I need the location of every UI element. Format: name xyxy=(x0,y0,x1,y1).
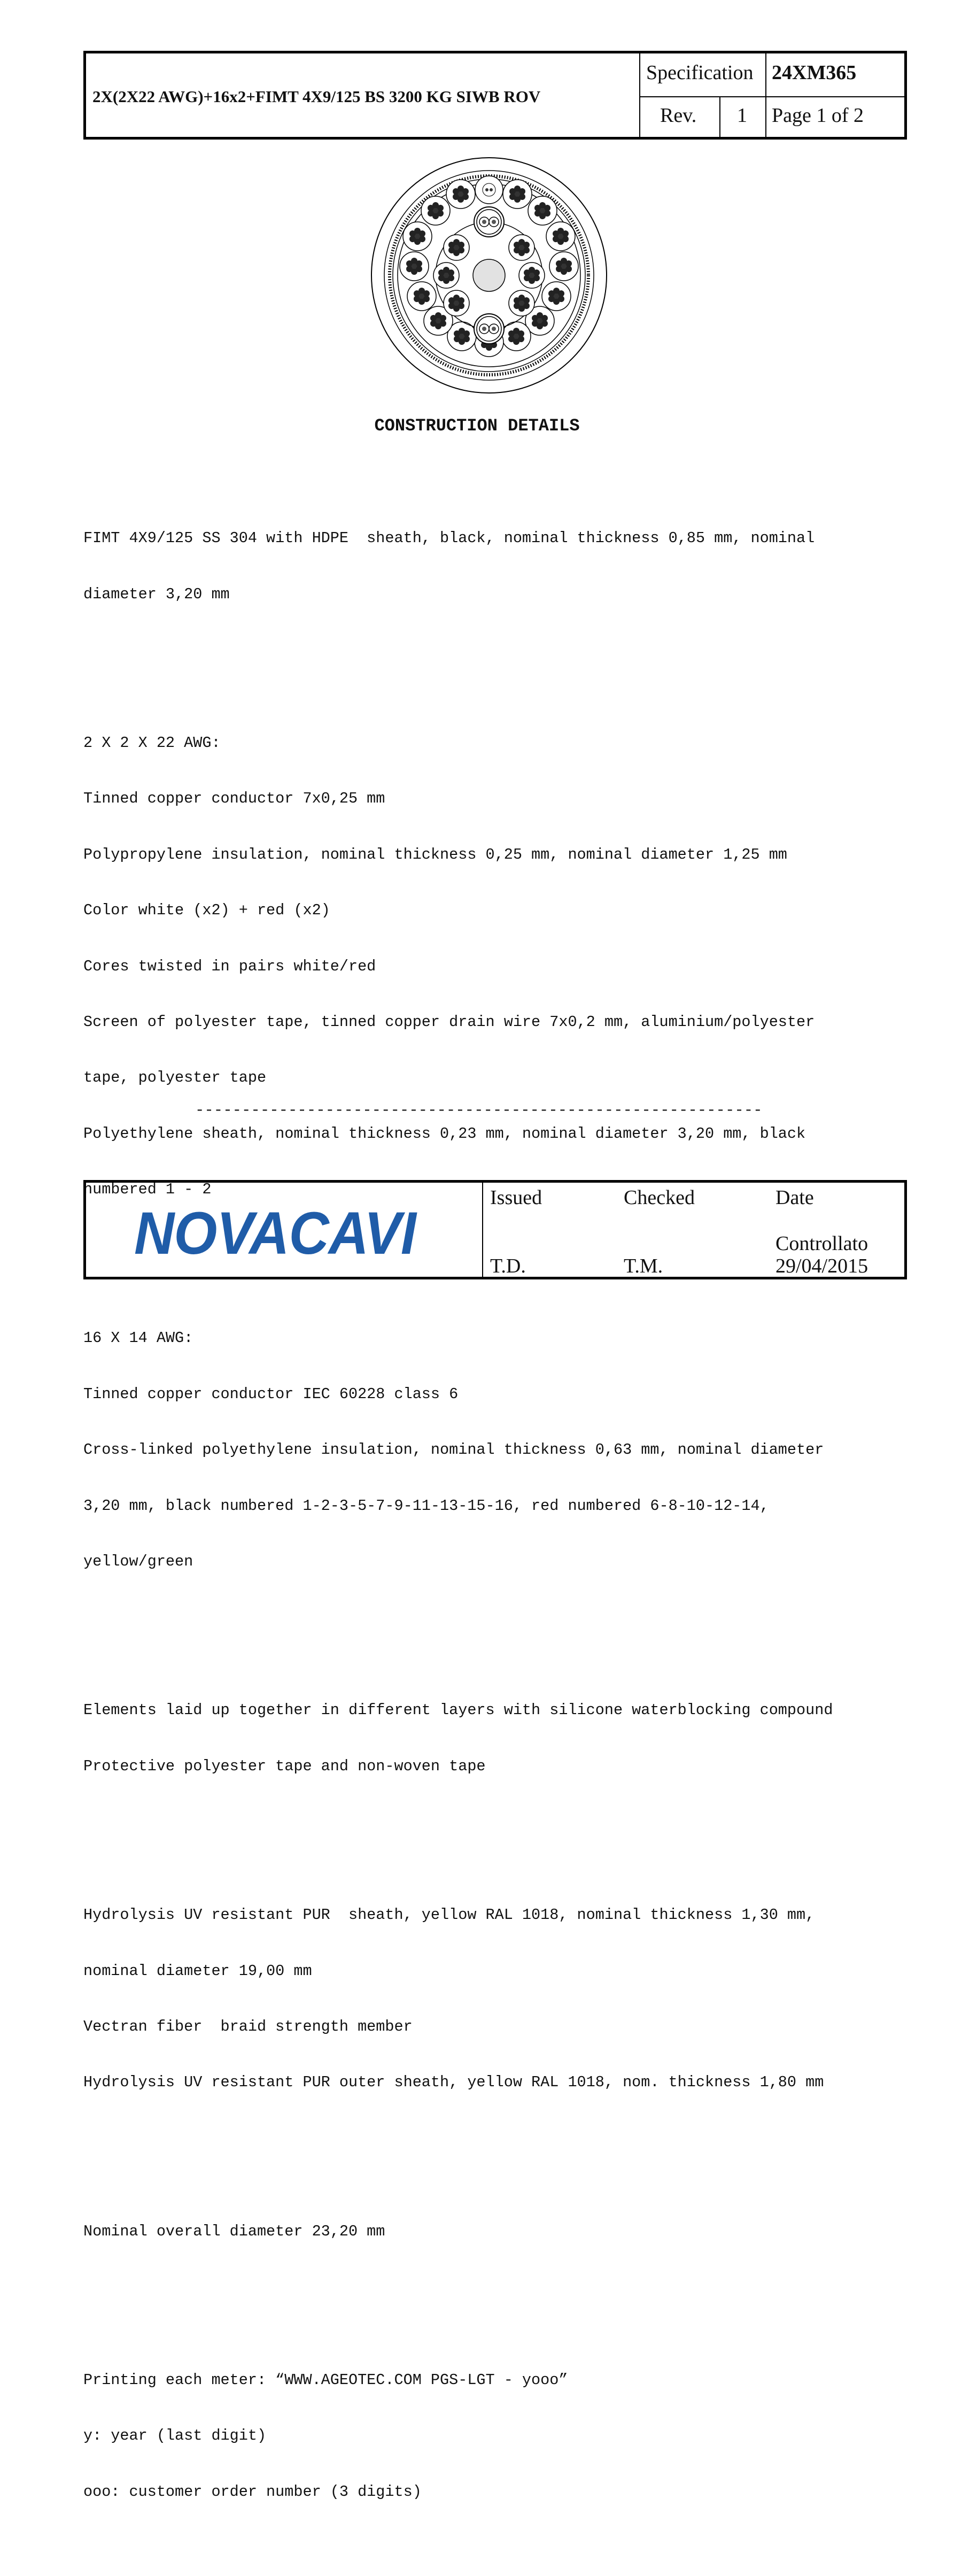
text-line: 2 X 2 X 22 AWG: xyxy=(83,734,221,752)
text-line: Printing each meter: “WWW.AGEOTEC.COM PGS-LGT - yooo” xyxy=(83,2371,568,2389)
paragraph-printing xyxy=(83,2334,917,2539)
cable-title: 2X(2X22 AWG)+16x2+FIMT 4X9/125 BS 3200 KG SIWB ROV xyxy=(92,87,541,106)
paragraph-diameter xyxy=(83,2185,917,2278)
text-line: 16 X 14 AWG: xyxy=(83,1329,193,1347)
date-value: 29/04/2015 xyxy=(775,1255,868,1277)
paragraph-14awg xyxy=(83,1292,917,1609)
construction-details-text xyxy=(83,455,917,2576)
issued-by: T.D. xyxy=(490,1255,526,1277)
dashed-separator: ------------------------------------------------------------- xyxy=(195,1101,763,1119)
central-filler xyxy=(473,259,505,291)
text-line: Screen of polyester tape, tinned copper drain wire 7x0,2 mm, aluminium/polyester xyxy=(83,1013,815,1031)
divider xyxy=(639,53,640,137)
divider xyxy=(482,1183,483,1277)
text-line: Hydrolysis UV resistant PUR sheath, yellow RAL 1018, nominal thickness 1,30 mm, xyxy=(83,1906,815,1924)
paragraph-22awg xyxy=(83,697,917,1236)
approval-footer-table xyxy=(83,1180,907,1279)
divider xyxy=(719,96,720,137)
text-line: Tinned copper conductor IEC 60228 class 6 xyxy=(83,1385,459,1403)
revision-number: 1 xyxy=(737,104,747,127)
text-line: Color white (x2) + red (x2) xyxy=(83,901,330,920)
paragraph-sheaths xyxy=(83,1869,917,2130)
revision-label: Rev. xyxy=(660,104,697,127)
status-text: Controllato xyxy=(775,1232,868,1255)
text-line: Cross-linked polyethylene insulation, nominal thickness 0,63 mm, nominal diameter xyxy=(83,1441,824,1459)
specification-label: Specification xyxy=(646,61,754,84)
text-line: yellow/green xyxy=(83,1553,193,1571)
divider xyxy=(639,96,904,97)
text-line: Nominal overall diameter 23,20 mm xyxy=(83,2222,385,2240)
novacavi-logo: NOVACAVI xyxy=(134,1200,416,1267)
cable-cross-section-diagram xyxy=(369,155,609,396)
paragraph-fimt xyxy=(83,492,917,641)
checked-by: T.M. xyxy=(624,1255,663,1277)
text-line: 3,20 mm, black numbered 1-2-3-5-7-9-11-13-15-16, red numbered 6-8-10-12-14, xyxy=(83,1497,769,1515)
spec-header-table xyxy=(83,51,907,140)
text-line: numbered 1 - 2 xyxy=(83,1181,212,1199)
text-line: Protective polyester tape and non-woven tape xyxy=(83,1757,486,1775)
divider xyxy=(765,53,766,137)
text-line: Polyethylene sheath, nominal thickness 0,23 mm, nominal diameter 3,20 mm, black xyxy=(83,1124,806,1143)
page-indicator: Page 1 of 2 xyxy=(772,104,864,127)
text-line: y: year (last digit) xyxy=(83,2427,267,2445)
date-label: Date xyxy=(775,1186,814,1209)
text-line: Tinned copper conductor 7x0,25 mm xyxy=(83,790,385,808)
text-line: nominal diameter 19,00 mm xyxy=(83,1962,312,1980)
text-line: tape, polyester tape xyxy=(83,1069,267,1087)
text-line: Hydrolysis UV resistant PUR outer sheath, yellow RAL 1018, nom. thickness 1,80 mm xyxy=(83,2073,824,2092)
text-line: Elements laid up together in different layers with silicone waterblocking compound xyxy=(83,1701,833,1719)
text-line: diameter 3,20 mm xyxy=(83,585,230,603)
specification-number: 24XM365 xyxy=(772,61,857,84)
text-line: Cores twisted in pairs white/red xyxy=(83,957,376,975)
paragraph-laying xyxy=(83,1664,917,1813)
text-line: ooo: customer order number (3 digits) xyxy=(83,2482,422,2501)
issued-label: Issued xyxy=(490,1186,542,1209)
section-title: CONSTRUCTION DETAILS xyxy=(374,416,580,436)
text-line: Vectran fiber braid strength member xyxy=(83,2017,413,2035)
text-line: Polypropylene insulation, nominal thickness 0,25 mm, nominal diameter 1,25 mm xyxy=(83,845,787,863)
text-line: FIMT 4X9/125 SS 304 with HDPE sheath, black, nominal thickness 0,85 mm, nominal xyxy=(83,529,815,547)
checked-label: Checked xyxy=(624,1186,695,1209)
